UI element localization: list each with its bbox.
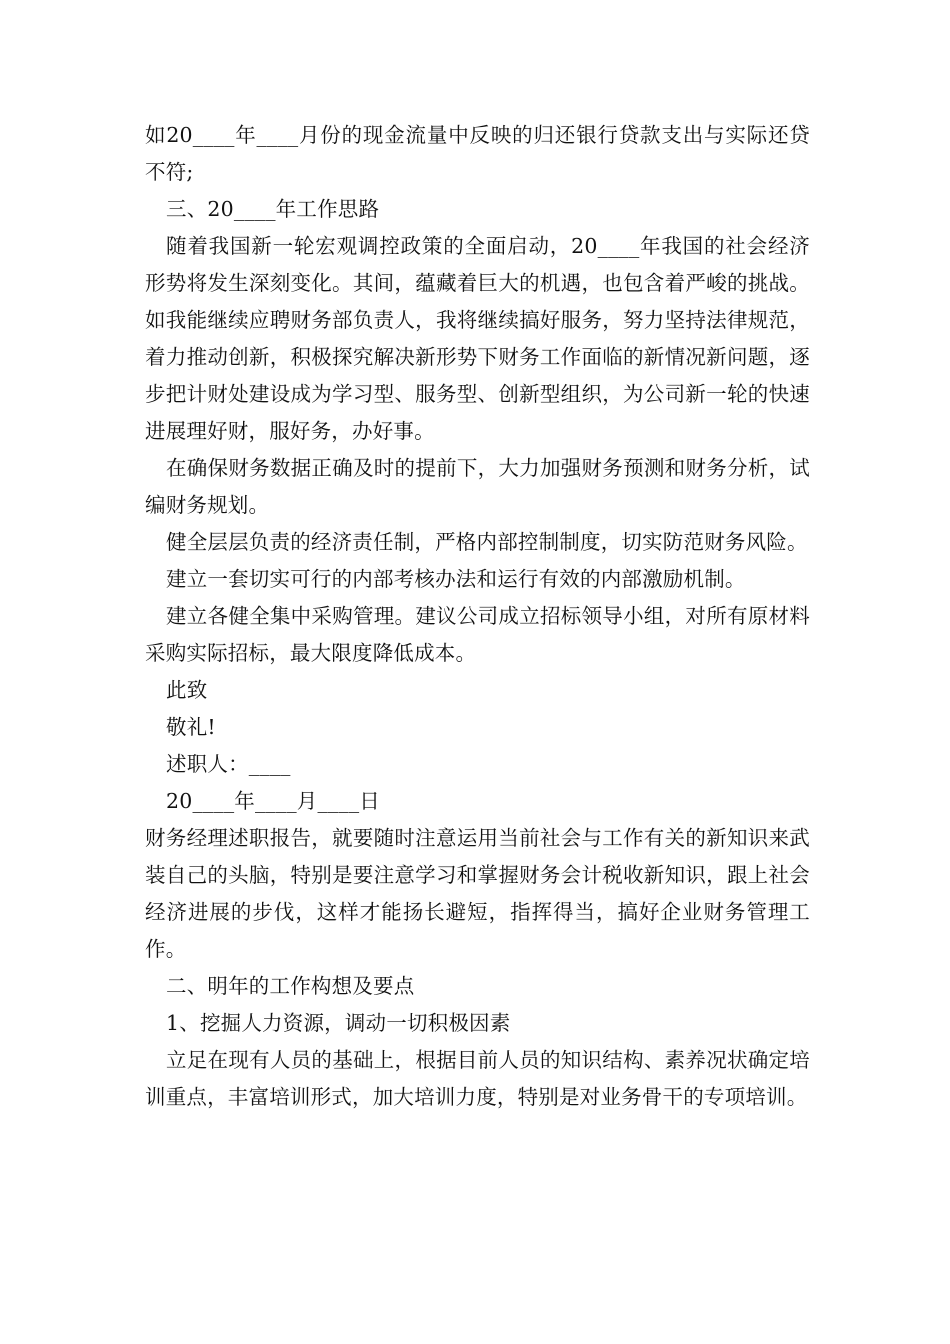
closing-respect: 敬礼!: [166, 715, 216, 739]
section-heading-work-plan: 三、20____年工作思路: [166, 197, 380, 221]
paragraph-training: 立足在现有人员的基础上，根据目前人员的知识结构、素养况状确定培训重点，丰富培训形式，加大培训力度，特别是对业务骨干的专项培训。: [145, 1048, 810, 1109]
reporter-signature-line: 述职人：____: [166, 752, 291, 776]
date-line: 20____年____月____日: [166, 789, 380, 813]
paragraph-financial-forecast: 在确保财务数据正确及时的提前下，大力加强财务预测和财务分析，试编财务规划。: [145, 456, 810, 517]
paragraph-incentive-mechanism: 建立一套切实可行的内部考核办法和运行有效的内部激励机制。: [166, 567, 746, 591]
paragraph-cashflow-note: 如20____年____月份的现金流量中反映的归还银行贷款支出与实际还贷不符;: [145, 123, 810, 184]
subheading-human-resources: 1、挖掘人力资源，调动一切积极因素: [166, 1011, 511, 1035]
paragraph-risk-control: 健全层层负责的经济责任制，严格内部控制制度，切实防范财务风险。: [166, 530, 808, 554]
paragraph-macro-outlook: 随着我国新一轮宏观调控政策的全面启动，20____年我国的社会经济形势将发生深刻变化。其间，蕴藏着巨大的机遇，也包含着严峻的挑战。如我能继续应聘财务部负责人，我将继续搞好服务，努力坚持法律规范，着力推动创新，积极探究解决新形势下财务工作面临的新情况新问题，逐步把计财处建设成为学习型、服务型、创新型组织，为公司新一轮的快速进展理好财，服好务，办好事。: [145, 234, 810, 443]
closing-salutation: 此致: [166, 678, 208, 702]
document-body: [145, 117, 810, 1116]
section-heading-next-year: 二、明年的工作构想及要点: [166, 974, 415, 998]
paragraph-procurement: 建立各健全集中采购管理。建议公司成立招标领导小组，对所有原材料采购实际招标，最大限度降低成本。: [145, 604, 810, 665]
paragraph-report-advice: 财务经理述职报告，就要随时注意运用当前社会与工作有关的新知识来武装自己的头脑，特别是要注意学习和掌握财务会计税收新知识，跟上社会经济进展的步伐，这样才能扬长避短，指挥得当，搞好企业财务管理工作。: [145, 826, 810, 961]
